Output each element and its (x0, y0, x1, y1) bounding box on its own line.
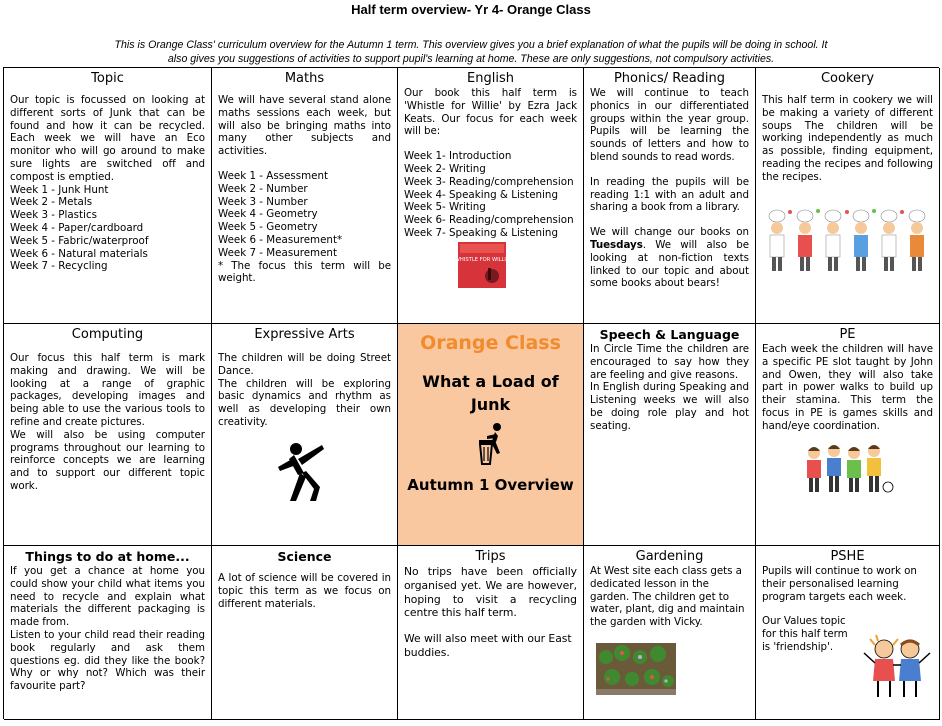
english-body: Our book this half term is 'Whistle for Willie' by Ezra Jack Keats. Our focus for each week will be: (404, 87, 577, 138)
friends-image (864, 637, 930, 699)
maths-cell (212, 68, 398, 324)
topic-week: Week 6 - Natural materials (10, 247, 148, 260)
home-activities-cell (4, 546, 212, 720)
pshe-title: PSHE (830, 549, 865, 564)
topic-title: Topic (91, 71, 124, 86)
recycle-bin-icon (473, 422, 509, 466)
intro-line-1: This is Orange Class' curriculum overview for the Autumn 1 term. This overview gives you a brief explanation of what the pupils will be doing in school. It (114, 39, 828, 51)
computing-cell (4, 324, 212, 546)
topic-week: Week 7 - Recycling (10, 260, 108, 273)
pe-body: Each week the children will have a specific PE slot taught by John and Owen, they will also take part in power walks to build up their stamina. This term the focus in PE is games skills and hand/eye coordination. (762, 343, 933, 432)
maths-week: Week 6 - Measurement* (218, 233, 343, 246)
topic-week: Week 2 - Metals (10, 196, 93, 209)
cookery-title: Cookery (820, 71, 875, 86)
english-week: Week 6- Reading/comprehension (404, 214, 574, 227)
english-week: Week 7- Speaking & Listening (404, 226, 558, 239)
expressive-arts-cell (212, 324, 398, 546)
topic-cell (4, 68, 212, 324)
trips-para1: No trips have been officially organised yet. We are however, hoping to visit a recycling centre this half term. (404, 565, 577, 620)
trips-cell (398, 546, 584, 720)
pshe-cell (756, 546, 940, 720)
english-title: English (467, 71, 514, 86)
phonics-para3-post: . We will also be looking at non-fiction texts linked to our topic and about some books about bears! (590, 238, 749, 290)
topic-week: Week 3 - Plastics (10, 209, 97, 222)
garden-photo (596, 643, 676, 695)
maths-title: Maths (284, 71, 325, 86)
pe-title: PE (839, 327, 856, 342)
home-activities-body: If you get a chance at home you could show your child what items you need to recycle and explain what materials the different packaging is made from. Listen to your child read their reading book regularly and ask them questions eg. did they like the book? Why or why not? Which was their favourite part? (10, 565, 205, 693)
english-week: Week 5- Writing (404, 201, 486, 214)
speech-language-cell (584, 324, 756, 546)
speech-language-body: In Circle Time the children are encouraged to say how they are feeling and give reasons. In English during Speaking and Listening weeks we will also be doing role play and hot seating. (590, 343, 749, 432)
gardening-cell (584, 546, 756, 720)
book-cover-image (454, 242, 510, 288)
phonics-para3 (590, 226, 749, 290)
intro-text (40, 38, 902, 66)
english-cell (398, 68, 584, 324)
maths-week: Week 1 - Assessment (218, 169, 329, 182)
gardening-title: Gardening (635, 549, 704, 564)
topic-weeks (10, 184, 205, 274)
phonics-para3-pre: We will change our books on (590, 226, 749, 239)
class-summary-panel (398, 324, 584, 546)
english-week: Week 4- Speaking & Listening (404, 188, 558, 201)
computing-title: Computing (71, 327, 144, 342)
pshe-para2: Our Values topic for this half term is 'friendship'. (762, 615, 848, 653)
gardening-body: At West site each class gets a dedicated lesson in the garden. The children get to water, plant, dig and maintain the garden with Vicky. (590, 565, 745, 629)
cookery-body: This half term in cookery we will be making a variety of different soups The children will be working independently as much as possible, finding equipment, reading the recipes and following the recipes. (762, 94, 933, 183)
maths-week: Week 4 - Geometry (218, 208, 318, 221)
term-subtitle: Autumn 1 Overview (407, 476, 574, 494)
class-name: Orange Class (420, 332, 561, 354)
street-dancer-icon (274, 439, 334, 503)
english-week: Week 2- Writing (404, 162, 486, 175)
home-activities-title: Things to do at home... (25, 549, 190, 564)
phonics-cell (584, 68, 756, 324)
maths-week: Week 3 - Number (218, 195, 308, 208)
maths-week: Week 2 - Number (218, 182, 308, 195)
science-title: Science (277, 549, 332, 564)
topic-week: Week 1 - Junk Hunt (10, 183, 109, 196)
intro-line-2: also gives you suggestions of activities to support pupil's learning at home. These are only suggestions, not compulsory activities. (167, 53, 775, 65)
maths-note: * The focus this term will be weight. (218, 259, 391, 285)
expressive-arts-title: Expressive Arts (254, 327, 355, 342)
cookery-cell (756, 68, 940, 324)
science-body: A lot of science will be covered in topic this term as we focus on different materials. (218, 572, 391, 610)
chefs-image (762, 206, 932, 284)
expressive-arts-body: The children will be doing Street Dance. The children will be exploring basic dynamics and rhythm as well as developing their own creativity. (218, 352, 391, 428)
english-week: Week 3- Reading/comprehension (404, 175, 574, 188)
topic-body: Our topic is focussed on looking at different sorts of Junk that can be found and how it can be recycled. Each week we will have an Eco monitor who will go around to make sure lights are switched off and compost is emptied. (10, 94, 205, 183)
phonics-para3-day: Tuesdays (590, 238, 643, 251)
maths-body: We will have several stand alone maths sessions each week, but will also be bringing maths into many other subjects and activities. (218, 94, 391, 158)
phonics-para1: We will continue to teach phonics in our differentiated groups within the year group. Pupils will be learning the sounds of letters and how to blend sounds to read words. (590, 87, 749, 163)
english-week: Week 1- Introduction (404, 150, 512, 163)
trips-title: Trips (475, 549, 506, 564)
trips-para2: We will also meet with our East buddies. (404, 632, 572, 659)
overview-grid (3, 67, 939, 719)
computing-body: Our focus this half term is mark making and drawing. We will be looking at a range of graphic packages, developing images and being able to use the various tools to refine and create pictures. We will also be using computer programs throughout our learning to reinforce concepts we are learning and to support our different topic work. (10, 352, 205, 492)
pe-cell (756, 324, 940, 546)
page-title: Half term overview- Yr 4- Orange Class (351, 2, 591, 17)
maths-week: Week 7 - Measurement (218, 246, 337, 259)
sports-kids-image (802, 443, 894, 497)
speech-language-title: Speech & Language (599, 327, 740, 342)
phonics-title: Phonics/ Reading (613, 71, 726, 86)
maths-week: Week 5 - Geometry (218, 221, 318, 234)
book-cover-title: WHISTLE FOR WILLIE (454, 256, 510, 263)
topic-week: Week 4 - Paper/cardboard (10, 221, 144, 234)
pshe-para1: Pupils will continue to work on their personalised learning program targets each week. (762, 565, 917, 603)
term-theme: What a Load of Junk (422, 372, 559, 414)
science-cell (212, 546, 398, 720)
phonics-para2: In reading the pupils will be reading 1:1 with an adult and sharing a book from a library. (590, 175, 749, 214)
topic-week: Week 5 - Fabric/waterproof (10, 234, 149, 247)
